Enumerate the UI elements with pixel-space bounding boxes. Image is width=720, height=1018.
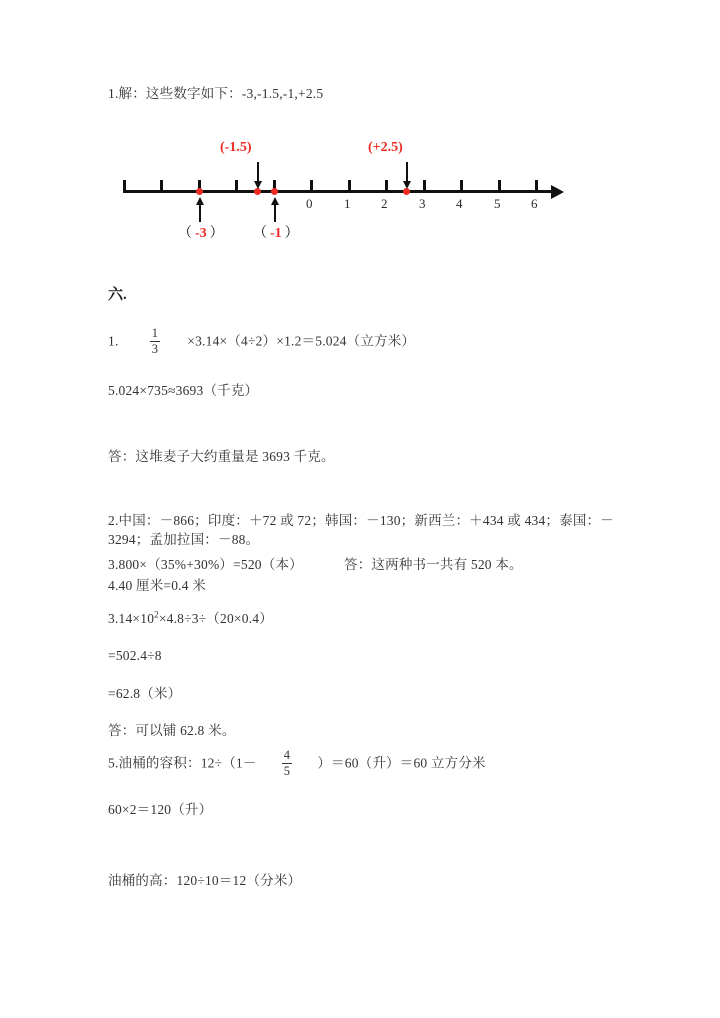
problem-5-post: ）＝60（升）＝60 立方分米 [317, 755, 486, 771]
label-2.5: (+2.5) [368, 140, 403, 155]
problem-3-expression: 3.800×（35%+30%）=520（本） [108, 557, 303, 572]
point-2.5 [403, 188, 410, 195]
label--3-value: -3 [195, 226, 207, 241]
problem-3-answer: 答：这两种书一共有 520 本。 [344, 557, 523, 572]
point--1.5 [254, 188, 261, 195]
tick--5 [123, 180, 126, 193]
fraction-four-fifths [281, 749, 293, 778]
tick--4 [160, 180, 163, 193]
problem-1-line-2: 5.024×735≈3693（千克） [108, 383, 259, 398]
tick-0 [310, 180, 313, 193]
tick-6 [535, 180, 538, 193]
label--3 [178, 222, 224, 242]
fraction-denominator: 3 [151, 342, 159, 357]
tick-label-2: 2 [381, 196, 388, 211]
problem-5-line-2: 60×2＝120（升） [108, 802, 213, 817]
label--1-value: -1 [270, 226, 282, 241]
arrow-down-to--1.5 [257, 162, 259, 182]
problem-4-expr-post: ×4.8÷3÷（20×0.4） [158, 611, 273, 626]
problem-1-answer: 答：这堆麦子大约重量是 3693 千克。 [108, 449, 335, 464]
tick-1 [348, 180, 351, 193]
section-heading-six: 六. [108, 287, 127, 303]
problem-1-index: 1. [108, 333, 119, 349]
intro-line: 1.解：这些数字如下：-3,-1.5,-1,+2.5 [108, 86, 324, 101]
tick-4 [460, 180, 463, 193]
tick-label-6: 6 [531, 196, 538, 211]
fraction-numerator: 1 [151, 326, 159, 340]
problem-4-line-1: 4.40 厘米=0.4 米 [108, 578, 206, 593]
tick-5 [498, 180, 501, 193]
fraction-one-third [149, 327, 161, 356]
label--1.5: (-1.5) [220, 140, 252, 155]
tick-label-0: 0 [306, 196, 313, 211]
problem-3 [108, 555, 523, 574]
problem-1-line-1 [108, 328, 415, 357]
number-line-axis [124, 190, 554, 193]
label--3-close: ） [209, 226, 224, 241]
point--1 [271, 188, 278, 195]
axis-arrowhead-icon [551, 185, 564, 199]
tick-label-3: 3 [419, 196, 426, 211]
arrow-up-to--1 [274, 204, 276, 222]
label--3-open: （ [178, 226, 192, 241]
fraction-numerator: 4 [283, 748, 291, 762]
problem-4-expr-pre: 3.14×10 [108, 611, 155, 626]
label--1-close: ） [284, 226, 299, 241]
problem-4-line-2 [108, 609, 273, 628]
label--1-open: （ [253, 226, 267, 241]
problem-4-line-4: =62.8（米） [108, 686, 182, 701]
tick-2 [385, 180, 388, 193]
problem-4-answer: 答：可以铺 62.8 米。 [108, 723, 236, 738]
arrow-down-to-2.5 [406, 162, 408, 182]
problem-4-exponent: 2 [154, 609, 159, 620]
tick-label-1: 1 [344, 196, 351, 211]
problem-1-expression: ×3.14×（4÷2）×1.2＝5.024（立方米） [187, 333, 416, 349]
problem-5-line-1 [108, 750, 486, 779]
problem-5-line-3: 油桶的高：120÷10＝12（分米） [108, 873, 302, 888]
tick--2 [235, 180, 238, 193]
tick-label-5: 5 [494, 196, 501, 211]
problem-2: 2.中国：－866；印度：＋72 或 72；韩国：－130；新西兰：＋434 或 434；泰国：－3294；孟加拉国：－88。 [108, 513, 614, 547]
arrow-up-to--3 [199, 204, 201, 222]
tick-3 [423, 180, 426, 193]
problem-4-line-3: =502.4÷8 [108, 648, 162, 663]
tick-label-4: 4 [456, 196, 463, 211]
label--1 [253, 222, 299, 242]
number-line-figure [110, 138, 580, 246]
point--3 [196, 188, 203, 195]
problem-5-pre: 5.油桶的容积：12÷（1－ [108, 755, 257, 771]
fraction-denominator: 5 [283, 764, 291, 779]
